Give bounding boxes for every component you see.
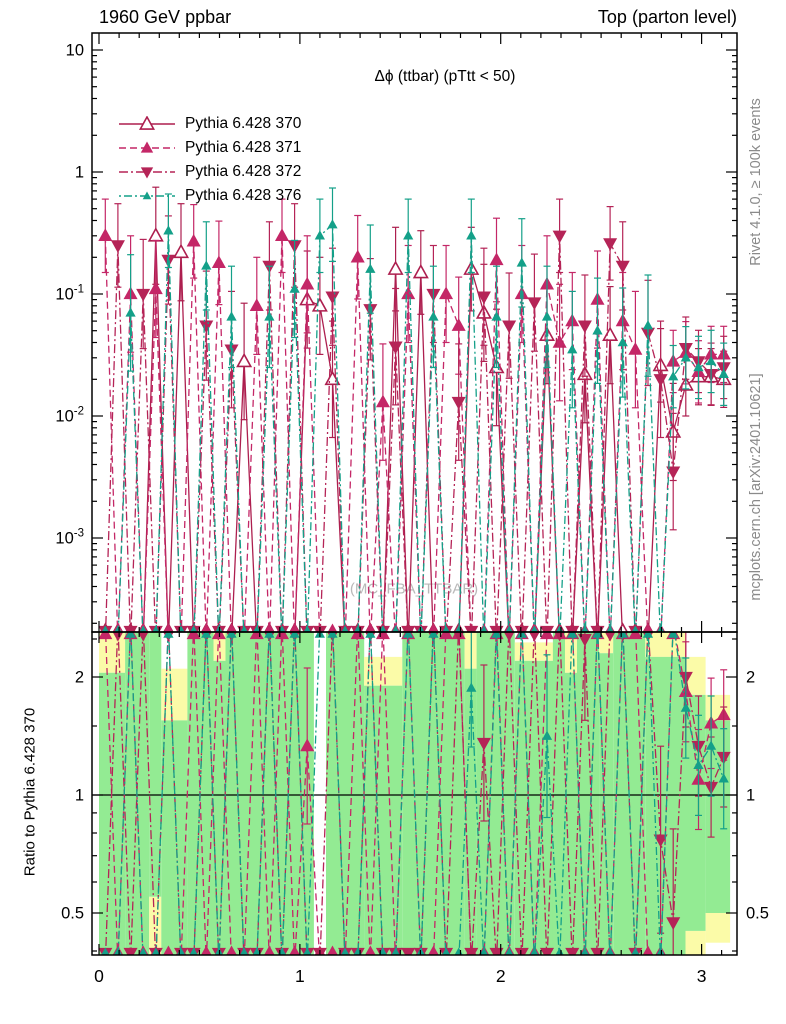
- legend-item-370: [118, 112, 301, 136]
- legend-label: Pythia 6.428 371: [185, 139, 302, 156]
- legend-sample: [118, 140, 176, 156]
- mcplots-credit-label: mcplots.cern.ch [arXiv:2401.10621]: [748, 373, 764, 601]
- ratio-axis-label: Ratio to Pythia 6.428 370: [21, 707, 39, 877]
- ratio-tick-label-left: 1: [74, 786, 84, 805]
- beam-energy-label: 1960 GeV ppbar: [99, 7, 232, 27]
- y-tick-label: $10^{-2}$: [55, 405, 84, 426]
- legend-label: Pythia 6.428 370: [185, 115, 302, 132]
- legend-item-371: [118, 136, 301, 160]
- y-tick-label: $10^{-1}$: [55, 283, 84, 304]
- main-series: [99, 187, 731, 642]
- plot-title: Δϕ (ttbar) (pTtt < 50): [374, 68, 516, 85]
- y-tick-label: 10: [65, 41, 84, 60]
- ratio-tick-label-right: 0.5: [746, 904, 769, 923]
- legend-item-376: [118, 184, 301, 208]
- ratio-tick-label-right: 2: [746, 668, 756, 687]
- x-tick-label: 3: [696, 966, 707, 986]
- y-tick-label: $10^{-3}$: [55, 527, 84, 548]
- legend-sample: [118, 188, 176, 204]
- legend-sample: [118, 164, 176, 180]
- process-label: Top (parton level): [597, 7, 737, 27]
- legend-item-372: [118, 160, 301, 184]
- legend-label: Pythia 6.428 372: [185, 163, 302, 180]
- ratio-tick-label-left: 2: [74, 668, 84, 687]
- ratio-tick-label-right: 1: [746, 786, 756, 805]
- legend-sample: [118, 116, 176, 132]
- x-tick-label: 1: [295, 966, 305, 986]
- legend-label: Pythia 6.428 376: [185, 187, 302, 204]
- x-tick-label: 0: [94, 966, 104, 986]
- y-tick-label: 1: [74, 163, 84, 182]
- analysis-watermark: (MC_FBA_TTBAR): [349, 580, 479, 598]
- x-tick-label: 2: [495, 966, 506, 986]
- legend: [118, 112, 301, 208]
- ratio-tick-label-left: 0.5: [61, 904, 84, 923]
- rivet-version-label: Rivet 4.1.0, ≥ 100k events: [748, 98, 764, 266]
